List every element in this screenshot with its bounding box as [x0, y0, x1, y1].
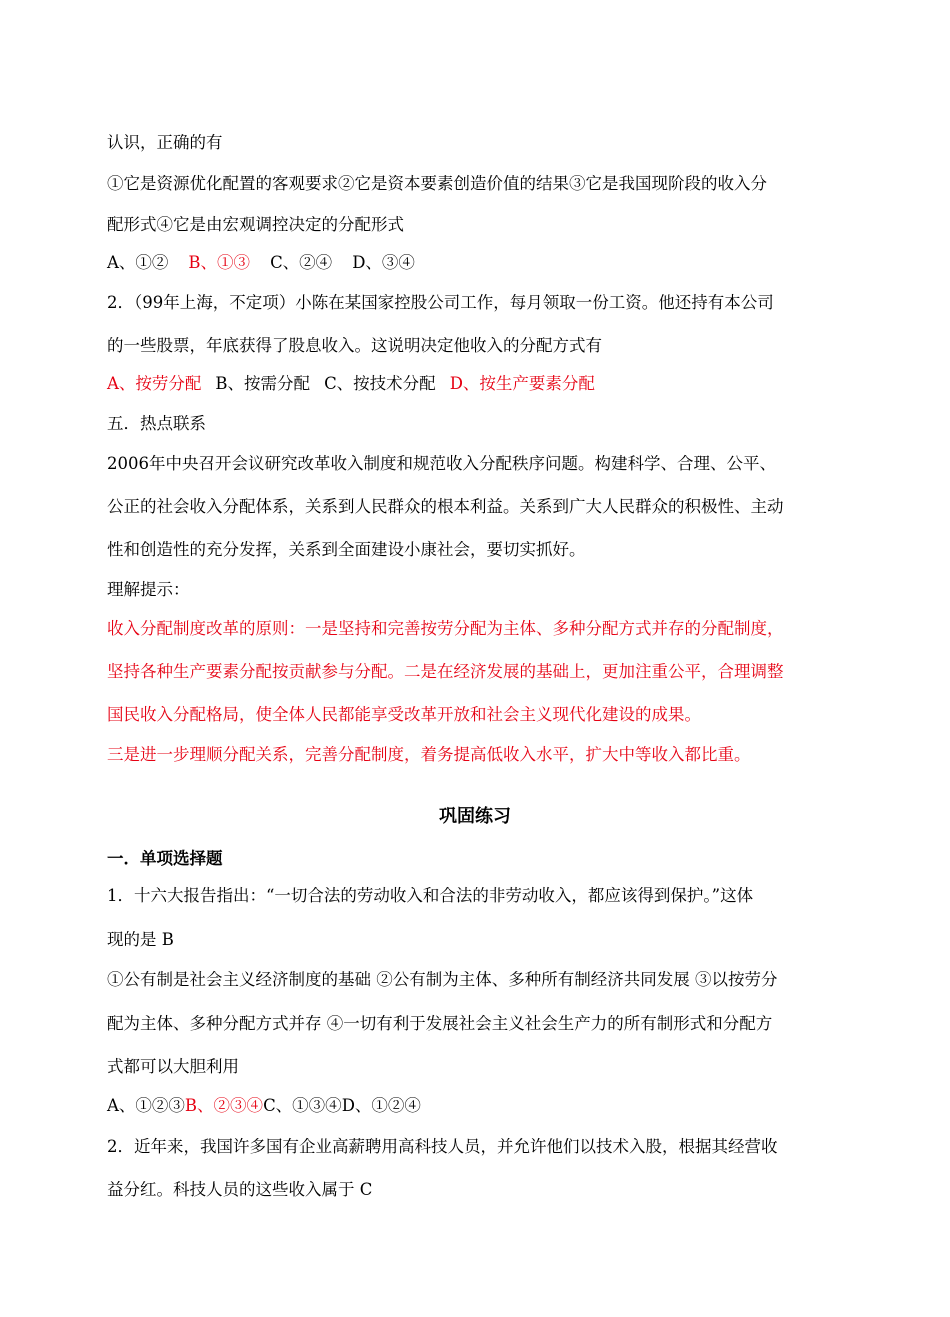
- text-line: 配为主体、多种分配方式并存 ④一切有利于发展社会主义社会生产力的所有制形式和分配方: [107, 1014, 773, 1033]
- text-line: 益分红。科技人员的这些收入属于 C: [107, 1180, 373, 1199]
- hint-line: 坚持各种生产要素分配按贡献参与分配。二是在经济发展的基础上，更加注重公平，合理调整: [107, 662, 784, 681]
- option-d-correct: D、按生产要素分配: [449, 374, 595, 393]
- answer-options: [107, 374, 847, 394]
- section-title: 巩固练习: [439, 806, 511, 827]
- hint-line: 三是进一步理顺分配关系，完善分配制度，着务提高低收入水平，扩大中等收入都比重。: [107, 745, 751, 764]
- section-heading: 一．单项选择题: [107, 849, 223, 868]
- text-line: 式都可以大胆利用: [107, 1057, 239, 1076]
- option-a: A、①②③: [107, 1096, 185, 1115]
- option-a: A、①②: [107, 253, 169, 272]
- text-line: 2006年中央召开会议研究改革收入制度和规范收入分配秩序问题。构建科学、合理、公平、: [107, 454, 776, 473]
- hint-line: 收入分配制度改革的原则：一是坚持和完善按劳分配为主体、多种分配方式并存的分配制度，: [107, 619, 784, 638]
- option-b-correct: B、①③: [188, 253, 251, 272]
- text-line: 性和创造性的充分发挥，关系到全面建设小康社会，要切实抓好。: [107, 540, 586, 559]
- question-line: 1．十六大报告指出：“一切合法的劳动收入和合法的非劳动收入，都应该得到保护。”这体: [107, 886, 754, 905]
- section-heading: 五．热点联系: [107, 414, 206, 433]
- text-line: 理解提示：: [107, 580, 190, 599]
- answer-options: [107, 253, 847, 273]
- text-line: 配形式④它是由宏观调控决定的分配形式: [107, 215, 404, 234]
- question-line: 2．（99年上海，不定项）小陈在某国家控股公司工作，每月领取一份工资。他还持有本公司: [107, 293, 774, 312]
- option-b-correct: B、②③④: [184, 1096, 264, 1115]
- option-c: C、按技术分配: [324, 374, 436, 393]
- answer-options: [107, 1096, 847, 1116]
- text-line: 公正的社会收入分配体系，关系到人民群众的根本利益。关系到广大人民群众的积极性、主动: [107, 497, 784, 516]
- text-line: ①公有制是社会主义经济制度的基础 ②公有制为主体、多种所有制经济共同发展 ③以按劳分: [107, 970, 778, 989]
- text-line: 现的是 B: [107, 930, 174, 949]
- option-d: D、①②④: [341, 1096, 421, 1115]
- text-line: ①它是资源优化配置的客观要求②它是资本要素创造价值的结果③它是我国现阶段的收入分: [107, 174, 767, 193]
- question-line: 2．近年来，我国许多国有企业高薪聘用高科技人员，并允许他们以技术入股，根据其经营收: [107, 1137, 778, 1156]
- text-line: 的一些股票，年底获得了股息收入。这说明决定他收入的分配方式有: [107, 336, 602, 355]
- hint-line: 国民收入分配格局，使全体人民都能享受改革开放和社会主义现代化建设的成果。: [107, 705, 701, 724]
- text-line: 认识，正确的有: [107, 133, 223, 152]
- option-a-correct: A、按劳分配: [107, 374, 202, 393]
- option-c: C、②④: [270, 253, 333, 272]
- option-c: C、①③④: [263, 1096, 342, 1115]
- option-d: D、③④: [352, 253, 415, 272]
- option-b: B、按需分配: [215, 374, 311, 393]
